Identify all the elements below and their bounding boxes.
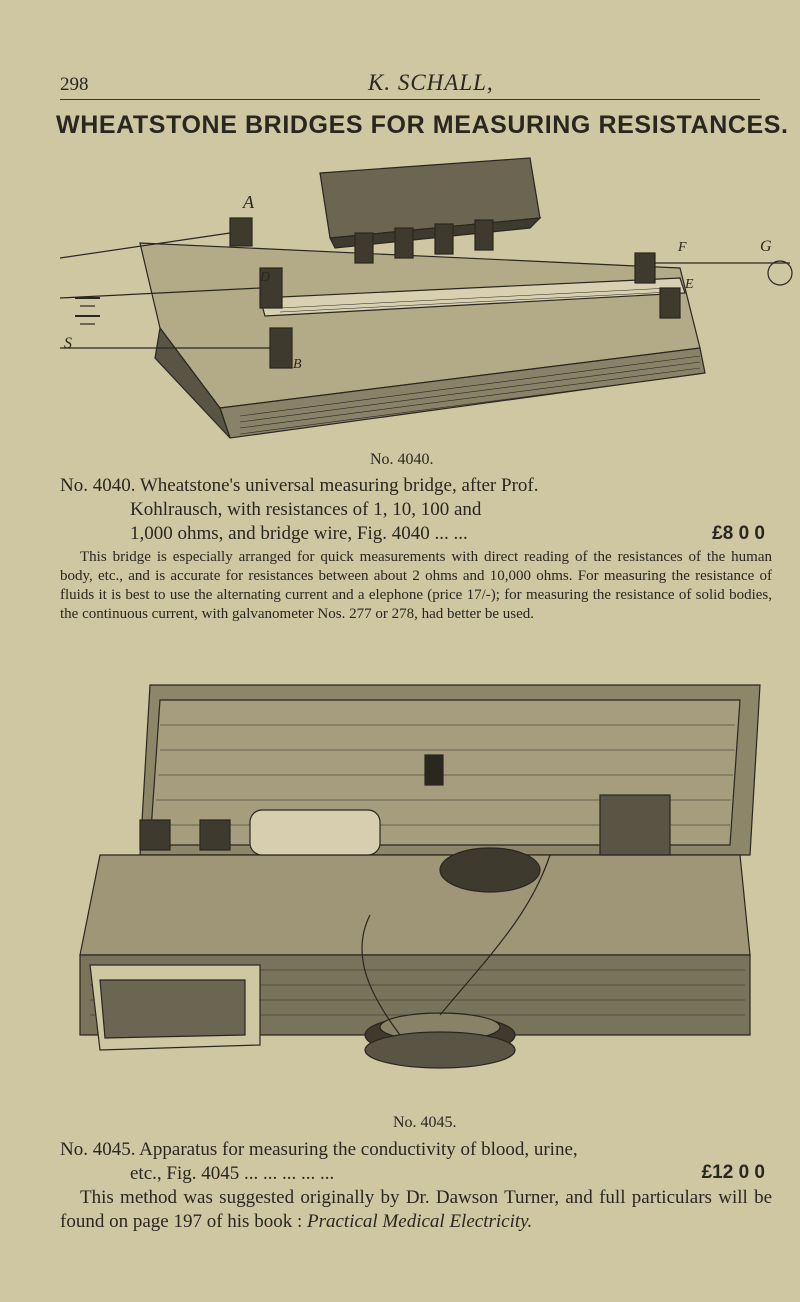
page-number: 298 <box>60 74 89 95</box>
entry-4045-description-text: This method was suggested originally by Dr. Dawson Turner, and full particulars will be found on page 197 of his book : <box>60 1187 772 1232</box>
figure-4045-illustration <box>70 655 770 1095</box>
entry-4040-note-text: This bridge is especially arranged for quick measurements with direct reading of the resistances of the human body, etc., and is accurate for resistances between about 2 ohms and 10,000 ohms. For measuring the resistance of fluids it is best to use the alternating current and a elephone (price 17/-); for measuring the resistance of solid bodies, the continuous current, with galvanometer Nos. 277 or 278, had better be used. <box>60 549 772 622</box>
label-b: B <box>293 357 302 372</box>
label-s: S <box>64 335 72 352</box>
entry-4040-line3: 1,000 ohms, and bridge wire, Fig. 4040 ... ... <box>130 523 468 544</box>
entry-4040-line1: No. 4040. Wheatstone's universal measuring bridge, after Prof. <box>60 475 539 496</box>
price-4045: £12 0 0 <box>701 1162 765 1183</box>
label-f: F <box>678 240 687 255</box>
label-g: G <box>760 238 772 255</box>
book-title: Practical Medical Electricity. <box>306 1211 533 1232</box>
figure-4040-illustration <box>60 148 800 448</box>
label-d: D <box>260 270 271 285</box>
entry-4045-line2: etc., Fig. 4045 ... ... ... ... ... <box>130 1163 335 1184</box>
label-a: A <box>243 192 254 212</box>
entry-4045-line1: No. 4045. Apparatus for measuring the conductivity of blood, urine, <box>60 1139 578 1160</box>
label-e: E <box>685 277 694 292</box>
figure-4045-caption: No. 4045. <box>393 1114 457 1131</box>
catalog-entry-4040 <box>60 474 780 546</box>
header-rule <box>60 99 760 100</box>
figure-4040-caption: No. 4040. <box>370 451 434 468</box>
entry-4040-note <box>60 548 772 624</box>
price-4040: £8 0 0 <box>712 523 765 544</box>
page-title: WHEATSTONE BRIDGES FOR MEASURING RESISTANCES. <box>56 111 789 139</box>
entry-4045-description <box>60 1186 772 1234</box>
running-head: K. SCHALL, <box>368 70 494 95</box>
entry-4040-line2: Kohlrausch, with resistances of 1, 10, 100 and <box>130 499 482 520</box>
catalog-entry-4045 <box>60 1138 780 1186</box>
